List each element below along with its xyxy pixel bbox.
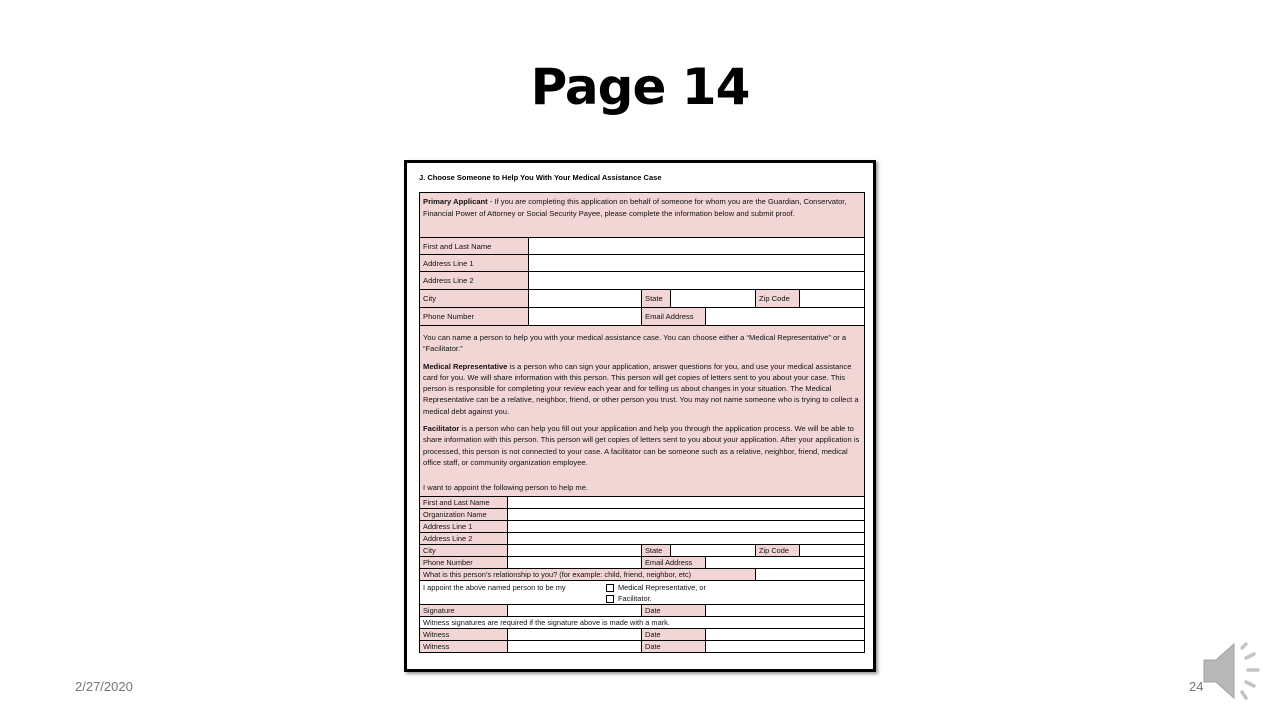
label-witness-1-date: Date [642,629,706,640]
input-signature-date[interactable] [706,605,864,616]
input-signature[interactable] [508,605,642,616]
helper-input-email[interactable] [706,557,864,568]
appoint-intro: I want to appoint the following person to help me. [423,483,589,493]
checkbox-medical-representative[interactable] [606,584,614,592]
checkbox-facilitator[interactable] [606,595,614,603]
label-email: Email Address [642,308,706,325]
slide-date: 2/27/2020 [75,679,133,694]
helper-label-relationship: What is this person’s relationship to you? (for example: child, friend, neighbor, etc) [420,569,756,580]
helper-input-state[interactable] [671,545,756,556]
appoint-label: I appoint the above named person to be my [423,583,566,592]
primary-text: - If you are completing this application on behalf of someone for whom you are the Guardian, Conservator, Financial Power of Attorney or Social Security Payee, please complete the information below and submit proof. [423,197,847,218]
section-title: J. Choose Someone to Help You With Your Medical Assistance Case [419,173,662,182]
fac-bold: Facilitator [423,424,460,434]
speaker-audio-icon[interactable] [1198,640,1266,702]
helper-label-addr2: Address Line 2 [420,533,508,544]
label-witness-2: Witness [420,641,508,652]
input-state[interactable] [671,290,756,307]
appoint-row [419,581,865,605]
primary-applicant-note [419,192,865,238]
input-addr2[interactable] [529,272,864,289]
input-first-last[interactable] [529,238,864,254]
helper-label-state: State [642,545,671,556]
label-witness-2-date: Date [642,641,706,652]
info-medrep [423,361,861,417]
helper-input-relationship[interactable] [756,569,864,580]
helper-label-email: Email Address [642,557,706,568]
label-signature: Signature [420,605,508,616]
primary-bold: Primary Applicant [423,197,488,206]
helper-label-first-last: First and Last Name [420,497,508,508]
helper-input-addr2[interactable] [508,533,864,544]
label-city: City [420,290,529,307]
label-phone: Phone Number [420,308,529,325]
slide-title: Page 14 [530,58,750,116]
helper-input-city[interactable] [508,545,642,556]
slide-number: 24 [1189,679,1204,694]
helper-input-zip[interactable] [800,545,864,556]
input-email[interactable] [706,308,864,325]
helper-label-org: Organization Name [420,509,508,520]
helper-label-zip: Zip Code [756,545,800,556]
helper-label-addr1: Address Line 1 [420,521,508,532]
helper-label-city: City [420,545,508,556]
fac-text: is a person who can help you fill out your application and help you through the application process. We will be able to share information with this person. This person will get copies of letters sent to you about your application. After your application is processed, this person is not connected to your case. A facilitator can be someone such as a relative, neighbor, friend, medical office staff, or community organization employee. [423,424,860,467]
helper-input-phone[interactable] [508,557,642,568]
label-state: State [642,290,671,307]
info-intro: You can name a person to help you with your medical assistance case. You can choose either a “Medical Representative” or a “Facilitator.” [423,333,847,354]
info-facilitator [423,423,861,468]
label-signature-date: Date [642,605,706,616]
input-city[interactable] [529,290,642,307]
medrep-text: is a person who can sign your application, answer questions for you, and use your medical assistance card for you. We will share information with this person. This person will get copies of letters sent to you about your case. This person is responsible for completing your review each year and for telling us about changes in your situation. The Medical Representative can be a relative, neighbor, friend, or other person you trust. You may not name someone who is trying to collect a medical debt against you. [423,361,859,416]
option-medrep-label: Medical Representative, or [618,583,706,592]
label-addr1: Address Line 1 [420,255,529,271]
input-zip[interactable] [800,290,864,307]
input-witness-2-date[interactable] [706,641,864,652]
helper-input-org[interactable] [508,509,864,520]
label-first-last: First and Last Name [420,238,529,254]
input-witness-1[interactable] [508,629,642,640]
medrep-bold: Medical Representative [423,361,508,371]
form-image [404,160,876,672]
primary-applicant-table [419,192,865,653]
option-fac-label: Facilitator. [618,594,652,603]
input-addr1[interactable] [529,255,864,271]
input-phone[interactable] [529,308,642,325]
label-zip: Zip Code [756,290,800,307]
label-witness-1: Witness [420,629,508,640]
helper-label-phone: Phone Number [420,557,508,568]
witness-note: Witness signatures are required if the signature above is made with a mark. [423,618,670,627]
label-addr2: Address Line 2 [420,272,529,289]
input-witness-1-date[interactable] [706,629,864,640]
helper-input-addr1[interactable] [508,521,864,532]
info-block [419,326,865,497]
helper-input-first-last[interactable] [508,497,864,508]
input-witness-2[interactable] [508,641,642,652]
